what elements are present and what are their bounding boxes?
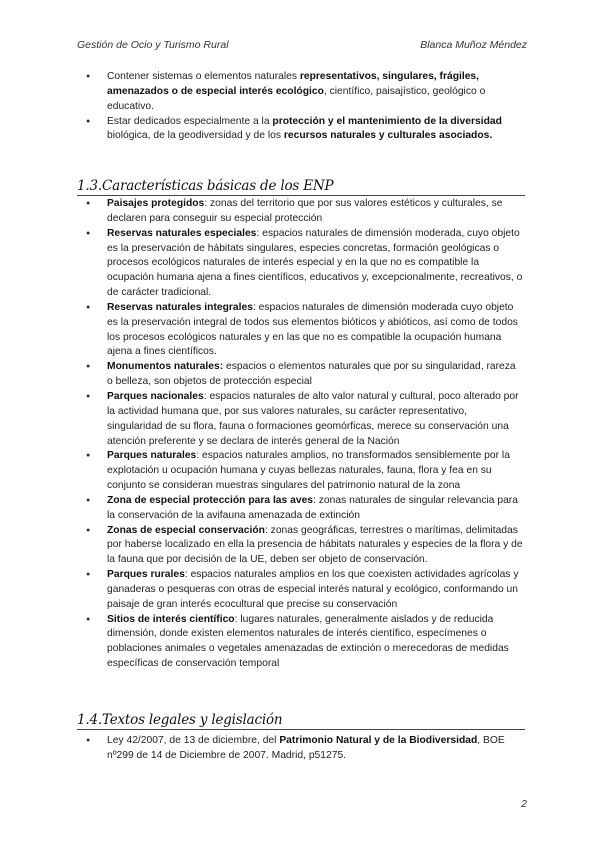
list-item: ● Zona de especial protección para las aves: zonas naturales de singular relevancia para la conservación de la avifauna amenazada de extinción [84,494,524,524]
section-title: 1.4.Textos legales y legislación [77,712,525,730]
list-item: ● Sitios de interés científico: lugares naturales, generalmente aislados y de reducida dimensión, donde existen elementos naturales de interés científico, especímenes o poblaciones animales o vegetales amenazadas de extinción o merecedoras de medidas específicas de conservación temporal [84,613,524,672]
list-item: ● Contener sistemas o elementos naturales representativos, singulares, frágiles, amenazados o de especial interés ecológico, científico, paisajístico, geológico o educativo. [84,70,524,115]
list-item: ● Parques rurales: espacios naturales amplios en los que coexisten actividades agrícolas y ganaderas o pesqueras con otras de especial interés natural y ecológico, conformando un paisaje de gran interés ecocultural que precise su conservación [84,568,524,613]
page-number: 2 [521,798,527,810]
characteristics-list [84,197,524,672]
list-item: ● Parques naturales: espacios naturales amplios, no transformados sensiblemente por la explotación u ocupación humana y cuyas bellezas naturales, fauna, flora y fea en su conjunto se consideran muestras singulares del patrimonio natural de la zona [84,449,524,494]
list-item: ● Reservas naturales integrales: espacios naturales de dimensión moderada cuyo objeto es la preservación integral de todos sus elementos bióticos y abióticos, así como de todos los procesos ecológicos naturales y en las que no es compatible la ocupación humana ajena a fines científicos. [84,301,524,360]
intro-list-block [84,70,524,144]
legislation-list-block [84,734,524,764]
list-item: ● Parques nacionales: espacios naturales de alto valor natural y cultural, poco alterado por la actividad humana que, por sus valores naturales, su carácter representativo, singularidad de su flora, fauna o formaciones geomórficas, merece su conservación una atención preferente y se declara de interés general de la Nación [84,390,524,449]
section-heading-1-4 [77,712,525,730]
header-author-name: Blanca Muñoz Méndez [420,39,527,51]
list-item: ● Ley 42/2007, de 13 de diciembre, del Patrimonio Natural y de la Biodiversidad, BOE nº299 de 14 de Diciembre de 2007. Madrid, p51275. [84,734,524,764]
legislation-list [84,734,524,764]
list-item: ● Reservas naturales especiales: espacios naturales de dimensión moderada, cuyo objeto es la preservación de hábitats singulares, especies concretas, formación geológicas o procesos ecológicos naturales de interés especial y en la que no es compatible la ocupación humana ajena a fines científicos, educativos y, excepcionalmente, recreativos, o de carácter tradicional. [84,227,524,301]
section-heading-1-3 [77,178,525,196]
list-item: ● Paisajes protegidos: zonas del territorio que por sus valores estéticos y culturales, se declaren para conseguir su especial protección [84,197,524,227]
list-item: ● Estar dedicados especialmente a la protección y el mantenimiento de la diversidad biológica, de la geodiversidad y de los recursos naturales y culturales asociados. [84,115,524,145]
section-title: 1.3.Características básicas de los ENP [77,178,525,196]
intro-list [84,70,524,144]
list-item: ● Monumentos naturales: espacios o elementos naturales que por su singularidad, rareza o belleza, son objetos de protección especial [84,360,524,390]
list-item: ● Zonas de especial conservación: zonas geográficas, terrestres o marítimas, delimitadas por haberse localizado en ella la presencia de hábitats naturales y especies de la flora y de la fauna que por decisión de la UE, deben ser objeto de conservación. [84,524,524,569]
characteristics-list-block [84,197,524,672]
header-course-title: Gestión de Ocio y Turismo Rural [77,39,229,51]
